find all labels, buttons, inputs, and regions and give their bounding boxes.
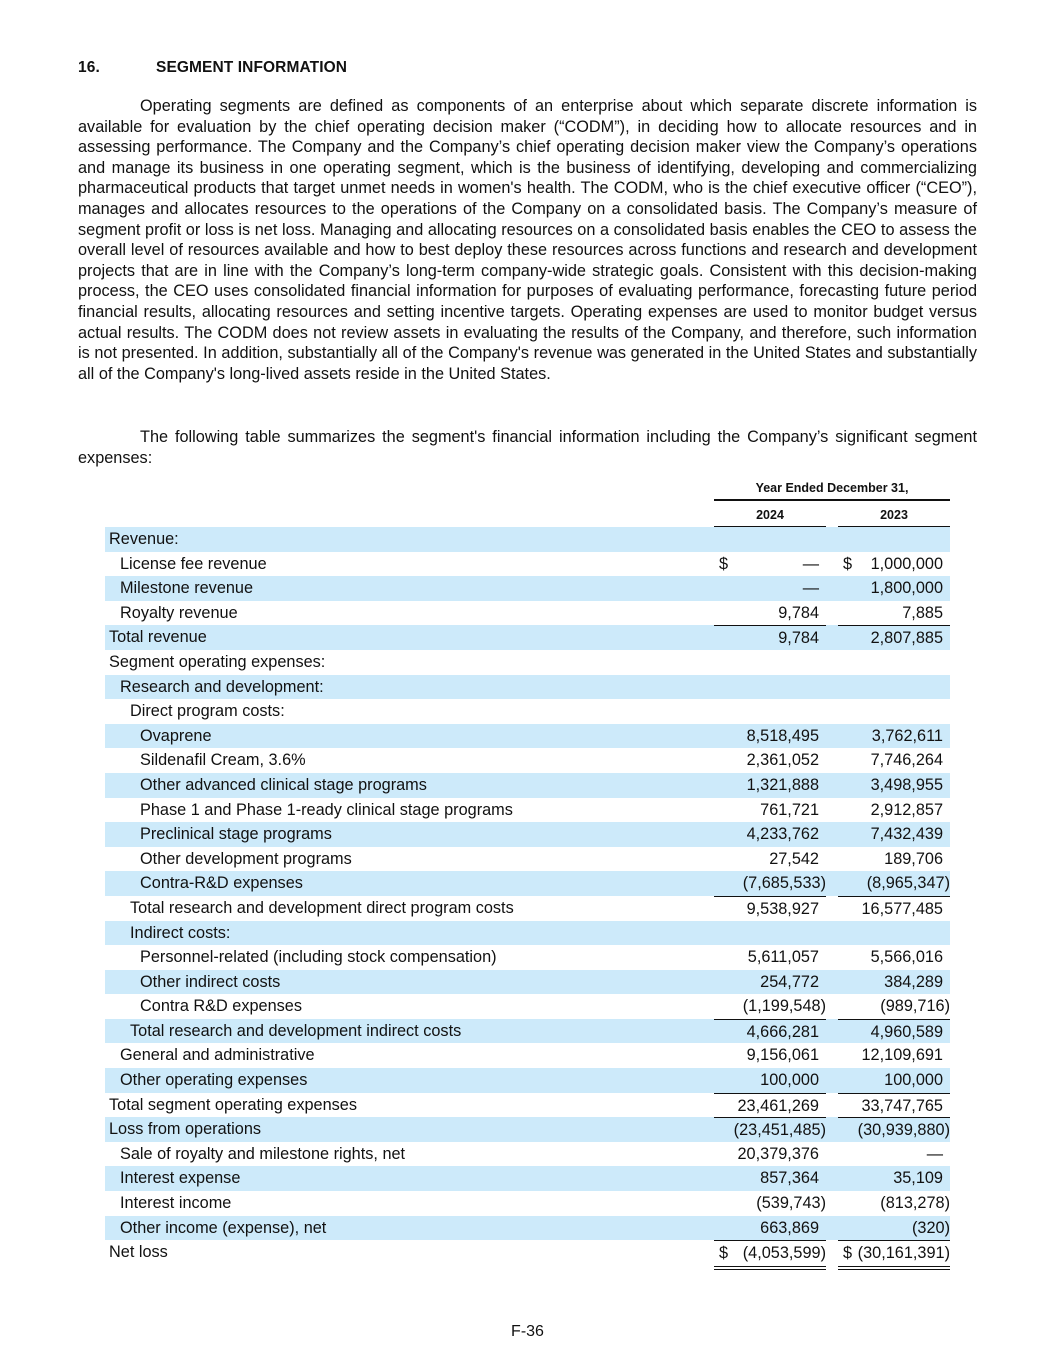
value-cell-2023 bbox=[838, 1068, 950, 1093]
row-label: Net loss bbox=[109, 1243, 168, 1262]
value-cell-2023 bbox=[838, 1166, 950, 1191]
value: 100,000 bbox=[884, 1071, 943, 1090]
value: 12,109,691 bbox=[861, 1046, 943, 1065]
value-cell-2024 bbox=[714, 994, 826, 1019]
row-label: General and administrative bbox=[120, 1046, 315, 1065]
row-label: Other advanced clinical stage programs bbox=[140, 775, 427, 794]
value-cell-2024 bbox=[714, 1117, 826, 1142]
table-row bbox=[105, 675, 950, 700]
value: 857,364 bbox=[760, 1169, 819, 1188]
value: (30,161,391) bbox=[857, 1244, 950, 1263]
value: 4,233,762 bbox=[746, 825, 819, 844]
value-cell-2023 bbox=[838, 724, 950, 749]
value: (813,278) bbox=[880, 1194, 950, 1213]
intro-paragraph: Operating segments are defined as components of an enterprise about which separate discrete information is available for evaluation by the chief operating decision maker (“CODM”), in deciding how to allocate resources and in assessing performance. The Company and the Company’s chief operating decision maker view the Company’s operations and manage its business in one operating segment, which is the business of identifying, developing and commercializing pharmaceutical products that target unmet needs in women's health. The CODM, who is the chief executive officer (“CEO”), manages and allocates resources to the operations of the Company on a consolidated basis. The Company’s measure of segment profit or loss is net loss. Managing and allocating resources on a consolidated basis enables the CEO to assess the overall level of resources available and how to best deploy these resources across functions and research and development projects that are in line with the Company’s long-term company-wide strategic goals. Consistent with this decision-making process, the CEO uses consolidated financial information for purposes of evaluating performance, forecasting future period financial results, allocating resources and setting incentive targets. Operating expenses are used to monitor budget versus actual results. The CODM does not review assets in evaluating the results of the Company, and therefore, such information is not presented. In addition, substantially all of the Company's revenue was generated in the United States and substantially all of the Company's long-lived assets reside in the United States. bbox=[78, 97, 977, 383]
value-cell-2024 bbox=[714, 1216, 826, 1241]
value: (8,965,347) bbox=[866, 874, 950, 893]
value: 35,109 bbox=[893, 1169, 943, 1188]
row-label: Revenue: bbox=[109, 530, 179, 548]
value: (320) bbox=[911, 1218, 950, 1237]
value-cell-2024 bbox=[714, 773, 826, 798]
row-label: Total research and development indirect costs bbox=[130, 1021, 462, 1040]
value-cell-2024 bbox=[714, 552, 826, 577]
value-cell-2023 bbox=[838, 921, 950, 946]
column-header-2023: 2023 bbox=[838, 508, 950, 528]
value-cell-2024 bbox=[714, 1093, 826, 1118]
table-row bbox=[105, 1166, 950, 1191]
value: (7,685,533) bbox=[742, 874, 826, 893]
value: 9,156,061 bbox=[746, 1046, 819, 1065]
row-label: Contra R&D expenses bbox=[140, 997, 302, 1016]
table-row bbox=[105, 527, 950, 552]
value-cell-2023 bbox=[838, 1043, 950, 1068]
row-label: Indirect costs: bbox=[130, 923, 231, 942]
table-row bbox=[105, 798, 950, 823]
value: 254,772 bbox=[760, 972, 819, 991]
value-cell-2023 bbox=[838, 675, 950, 700]
value: 2,361,052 bbox=[746, 751, 819, 770]
row-label: Personnel-related (including stock compensation) bbox=[140, 948, 497, 967]
value-cell-2023 bbox=[838, 601, 950, 626]
table-row bbox=[105, 822, 950, 847]
table-row bbox=[105, 650, 950, 675]
value-cell-2023 bbox=[838, 699, 950, 724]
value: 9,784 bbox=[778, 603, 819, 622]
value-cell-2023 bbox=[838, 896, 950, 921]
table-row bbox=[105, 699, 950, 724]
table-row bbox=[105, 896, 950, 921]
row-label: Total research and development direct program costs bbox=[130, 898, 514, 917]
table-row bbox=[105, 1093, 950, 1118]
row-label: Royalty revenue bbox=[120, 603, 238, 622]
table-row bbox=[105, 1043, 950, 1068]
value-cell-2024 bbox=[714, 625, 826, 650]
value: 2,807,885 bbox=[870, 629, 943, 648]
value-cell-2023 bbox=[838, 994, 950, 1019]
value: 4,960,589 bbox=[870, 1022, 943, 1041]
value-cell-2024 bbox=[714, 724, 826, 749]
value-cell-2024 bbox=[714, 576, 826, 601]
value: 7,885 bbox=[902, 603, 943, 622]
row-label: Loss from operations bbox=[109, 1120, 262, 1139]
value: 3,498,955 bbox=[870, 775, 943, 794]
value-cell-2023 bbox=[838, 748, 950, 773]
table-row bbox=[105, 1191, 950, 1216]
row-label: Sale of royalty and milestone rights, net bbox=[120, 1144, 406, 1163]
row-label: Phase 1 and Phase 1-ready clinical stage programs bbox=[140, 800, 513, 819]
row-label: Sildenafil Cream, 3.6% bbox=[140, 751, 306, 770]
value: 20,379,376 bbox=[737, 1144, 819, 1163]
value-cell-2024 bbox=[714, 871, 826, 896]
section-number: 16. bbox=[78, 59, 100, 76]
value: 761,721 bbox=[760, 800, 819, 819]
value-cell-2023 bbox=[838, 822, 950, 847]
table-row bbox=[105, 748, 950, 773]
value-cell-2023 bbox=[838, 1240, 950, 1265]
value-cell-2023 bbox=[838, 576, 950, 601]
row-label: Research and development: bbox=[120, 677, 324, 696]
value: 100,000 bbox=[760, 1071, 819, 1090]
table-row bbox=[105, 1142, 950, 1167]
row-label: Milestone revenue bbox=[120, 579, 254, 598]
value: 2,912,857 bbox=[870, 800, 943, 819]
value-cell-2024 bbox=[714, 650, 826, 675]
value: (30,939,880) bbox=[857, 1121, 950, 1140]
row-label: Other development programs bbox=[140, 849, 352, 868]
value: 5,566,016 bbox=[870, 948, 943, 967]
value: 9,538,927 bbox=[746, 899, 819, 918]
value-cell-2024 bbox=[714, 601, 826, 626]
dollar-sign: $ bbox=[843, 554, 853, 573]
value-cell-2024 bbox=[714, 1166, 826, 1191]
value: 27,542 bbox=[769, 849, 819, 868]
value-cell-2024 bbox=[714, 798, 826, 823]
value-cell-2023 bbox=[838, 1117, 950, 1142]
row-label: Total segment operating expenses bbox=[109, 1095, 357, 1114]
value-cell-2024 bbox=[714, 1240, 826, 1265]
value: 23,461,269 bbox=[737, 1096, 819, 1115]
column-header-2024: 2024 bbox=[714, 508, 826, 528]
value-cell-2024 bbox=[714, 921, 826, 946]
value: (23,451,485) bbox=[733, 1121, 826, 1140]
row-label: Interest expense bbox=[120, 1169, 241, 1188]
value: 384,289 bbox=[884, 972, 943, 991]
section-heading bbox=[78, 59, 347, 77]
value-cell-2024 bbox=[714, 896, 826, 921]
value-cell-2024 bbox=[714, 945, 826, 970]
value-cell-2023 bbox=[838, 650, 950, 675]
value-cell-2023 bbox=[838, 1019, 950, 1044]
value-cell-2023 bbox=[838, 1191, 950, 1216]
table-row bbox=[105, 921, 950, 946]
year-ended-header: Year Ended December 31, bbox=[714, 481, 950, 501]
row-label: Other operating expenses bbox=[120, 1071, 308, 1090]
value: (989,716) bbox=[880, 997, 950, 1016]
table-row bbox=[105, 552, 950, 577]
table-row bbox=[105, 1216, 950, 1241]
value: 9,784 bbox=[778, 629, 819, 648]
value: — bbox=[802, 554, 819, 573]
value-cell-2023 bbox=[838, 1216, 950, 1241]
value-cell-2024 bbox=[714, 699, 826, 724]
value: 663,869 bbox=[760, 1218, 819, 1237]
value-cell-2023 bbox=[838, 527, 950, 552]
value-cell-2024 bbox=[714, 822, 826, 847]
value: 16,577,485 bbox=[861, 899, 943, 918]
value: 33,747,765 bbox=[861, 1096, 943, 1115]
table-row bbox=[105, 1068, 950, 1093]
row-label: Interest income bbox=[120, 1194, 232, 1213]
row-label: Preclinical stage programs bbox=[140, 825, 332, 844]
dollar-sign: $ bbox=[719, 554, 729, 573]
row-label: Total revenue bbox=[109, 628, 207, 647]
value-cell-2024 bbox=[714, 1019, 826, 1044]
value-cell-2024 bbox=[714, 1191, 826, 1216]
value: 1,800,000 bbox=[870, 579, 943, 598]
value: 7,746,264 bbox=[870, 751, 943, 770]
row-label: Other indirect costs bbox=[140, 972, 281, 991]
value: 1,000,000 bbox=[870, 554, 943, 573]
value: 3,762,611 bbox=[871, 726, 943, 745]
table-row bbox=[105, 773, 950, 798]
table-row bbox=[105, 576, 950, 601]
value-cell-2023 bbox=[838, 871, 950, 896]
value-cell-2024 bbox=[714, 1043, 826, 1068]
table-row bbox=[105, 871, 950, 896]
value: — bbox=[926, 1144, 943, 1163]
value-cell-2024 bbox=[714, 527, 826, 552]
value: 1,321,888 bbox=[746, 775, 819, 794]
value: 7,432,439 bbox=[870, 825, 943, 844]
section-title: SEGMENT INFORMATION bbox=[156, 59, 348, 76]
value-cell-2023 bbox=[838, 773, 950, 798]
value-cell-2024 bbox=[714, 1068, 826, 1093]
value-cell-2023 bbox=[838, 1093, 950, 1118]
table-row bbox=[105, 970, 950, 995]
value-cell-2024 bbox=[714, 748, 826, 773]
table-row bbox=[105, 847, 950, 872]
dollar-sign: $ bbox=[843, 1244, 853, 1263]
value-cell-2024 bbox=[714, 847, 826, 872]
row-label: Contra-R&D expenses bbox=[140, 874, 303, 893]
value-cell-2023 bbox=[838, 970, 950, 995]
table-intro-paragraph: The following table summarizes the segment's financial information including the Company’s significant segment expenses: bbox=[78, 428, 977, 467]
page-number: F-36 bbox=[511, 1323, 544, 1340]
table-row bbox=[105, 601, 950, 626]
value-cell-2023 bbox=[838, 552, 950, 577]
value-cell-2024 bbox=[714, 675, 826, 700]
value: (1,199,548) bbox=[742, 997, 826, 1016]
value-cell-2023 bbox=[838, 625, 950, 650]
value: 5,611,057 bbox=[747, 948, 819, 967]
table-row bbox=[105, 1117, 950, 1142]
table-row bbox=[105, 1019, 950, 1044]
value-cell-2024 bbox=[714, 970, 826, 995]
value: 4,666,281 bbox=[746, 1022, 819, 1041]
row-label: Other income (expense), net bbox=[120, 1218, 327, 1237]
value: (539,743) bbox=[756, 1194, 826, 1213]
value-cell-2023 bbox=[838, 945, 950, 970]
table-row bbox=[105, 625, 950, 650]
dollar-sign: $ bbox=[719, 1244, 729, 1263]
value-cell-2023 bbox=[838, 1142, 950, 1167]
table-row bbox=[105, 945, 950, 970]
row-label: Direct program costs: bbox=[130, 702, 285, 721]
row-label: Segment operating expenses: bbox=[109, 652, 326, 671]
table-row bbox=[105, 994, 950, 1019]
value: 189,706 bbox=[884, 849, 943, 868]
table-row bbox=[105, 724, 950, 749]
segment-financial-table bbox=[105, 527, 950, 1265]
value: 8,518,495 bbox=[746, 726, 819, 745]
value: — bbox=[802, 579, 819, 598]
value-cell-2024 bbox=[714, 1142, 826, 1167]
value: (4,053,599) bbox=[742, 1244, 826, 1263]
row-label: License fee revenue bbox=[120, 554, 267, 573]
value-cell-2023 bbox=[838, 798, 950, 823]
value-cell-2023 bbox=[838, 847, 950, 872]
row-label: Ovaprene bbox=[140, 726, 212, 745]
table-row bbox=[105, 1240, 950, 1265]
